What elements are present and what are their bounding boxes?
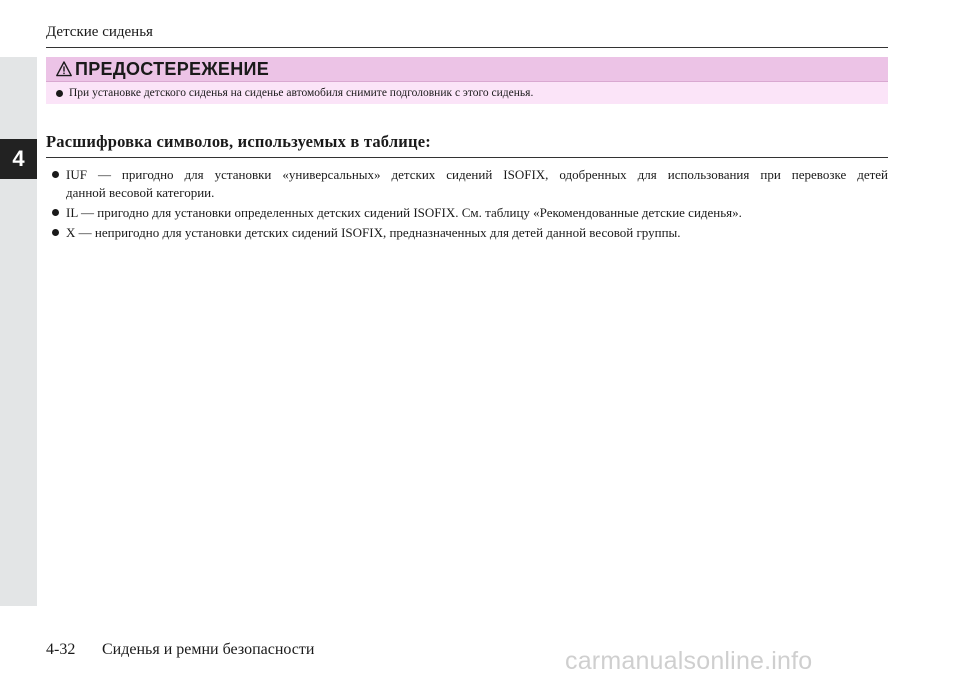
list-item-x [52, 224, 888, 242]
bullet-icon [52, 229, 59, 236]
bullet-icon [56, 90, 63, 97]
running-header: Детские сиденья [46, 24, 153, 40]
list-item-text-continued: данной весовой категории. [66, 185, 215, 200]
header-rule [46, 47, 888, 48]
symbol-list [52, 166, 888, 244]
list-item-il [52, 204, 888, 222]
warning-triangle-icon [56, 61, 72, 77]
warning-header [46, 57, 888, 81]
bullet-icon [52, 171, 59, 178]
section-rule [46, 157, 888, 158]
list-item-iuf [52, 166, 888, 202]
chapter-tab: 4 [0, 139, 37, 179]
bullet-icon [52, 209, 59, 216]
warning-item [46, 81, 888, 104]
watermark: carmanualsonline.info [565, 647, 813, 675]
list-item-text: IUF — пригодно для установки «универсальных» детских сидений ISOFIX, одобренных для использования при перевозке детей [66, 167, 888, 182]
footer-chapter-title: Сиденья и ремни безопасности [102, 641, 315, 658]
list-item-text: IL — пригодно для установки определенных детских сидений ISOFIX. См. таблицу «Рекомендованные детские сиденья». [66, 205, 742, 220]
warning-title: ПРЕДОСТЕРЕЖЕНИЕ [75, 58, 270, 79]
section-title: Расшифровка символов, используемых в таблице: [46, 132, 431, 151]
page-number: 4-32 [46, 641, 76, 658]
warning-item-text: При установке детского сиденья на сиденье автомобиля снимите подголовник с этого сиденья. [69, 87, 534, 99]
list-item-text: X — непригодно для установки детских сидений ISOFIX, предназначенных для детей данной весовой группы. [66, 225, 681, 240]
warning-box [46, 57, 888, 103]
